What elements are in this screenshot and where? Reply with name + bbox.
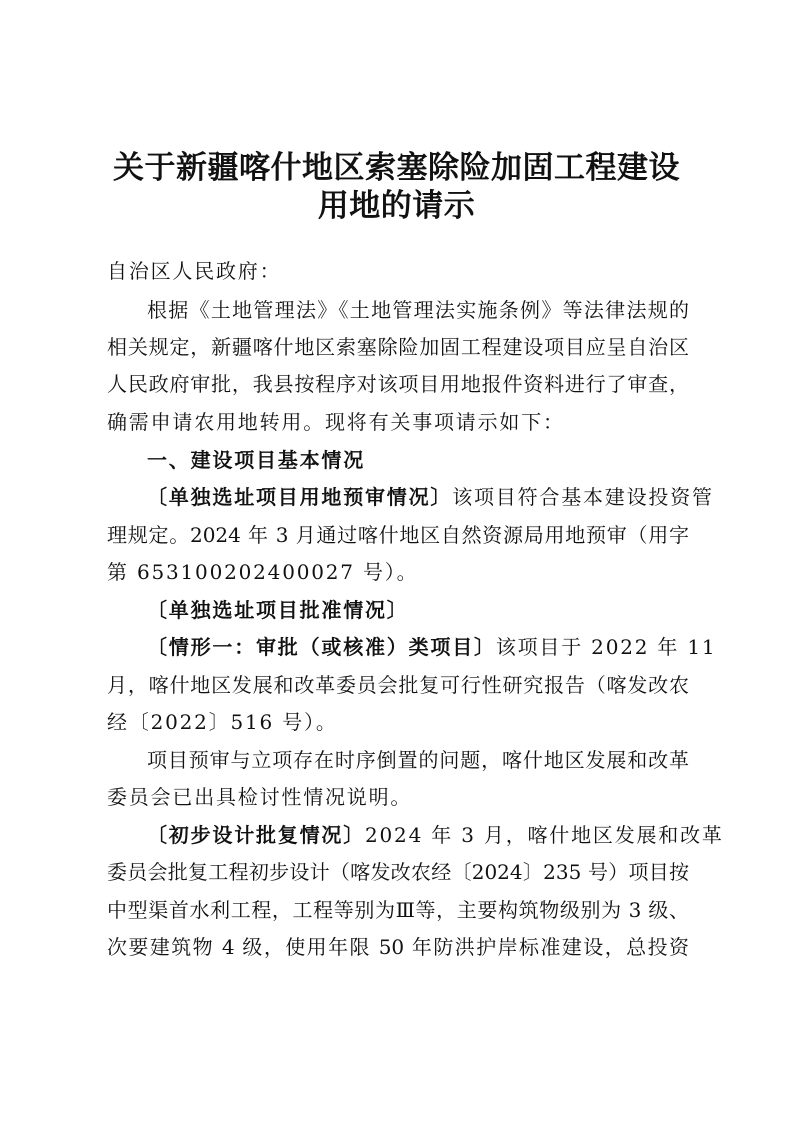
preaudit-line-1 [147, 484, 714, 510]
case1-line-2: 月，喀什地区发展和改革委员会批复可行性研究报告（喀发改农 [107, 673, 689, 697]
document-title-line-2: 用地的请示 [317, 188, 476, 224]
design-text: 2024 年 3 月，喀什地区发展和改革 [365, 823, 724, 847]
salutation: 自治区人民政府： [107, 259, 282, 283]
case1-line-1 [147, 634, 717, 660]
paragraph-1-line-2: 相关规定，新疆喀什地区索塞除险加固工程建设项目应呈自治区 [107, 335, 689, 359]
paragraph-1-line-3: 人民政府审批，我县按程序对该项目用地报件资料进行了审查， [107, 372, 689, 396]
preaudit-text: 该项目符合基本建设投资管 [452, 485, 714, 509]
case1-line-3: 经〔2022〕516 号）。 [107, 710, 338, 734]
design-heading: 〔初步设计批复情况〕 [147, 823, 365, 847]
preaudit-heading: 〔单独选址项目用地预审情况〕 [147, 485, 453, 509]
design-line-2: 委员会批复工程初步设计（喀发改农经〔2024〕235 号）项目按 [107, 860, 689, 884]
design-line-1 [147, 822, 724, 848]
design-line-4: 次要建筑物 4 级，使用年限 50 年防洪护岸标准建设，总投资 [107, 935, 689, 959]
approval-heading: 〔单独选址项目批准情况〕 [147, 598, 409, 622]
design-line-3: 中型渠首水利工程，工程等别为Ⅲ等，主要构筑物级别为 3 级、 [107, 898, 689, 922]
section-heading-1: 一、建设项目基本情况 [147, 448, 365, 472]
case1-heading: 〔情形一：审批（或核准）类项目〕 [147, 635, 496, 659]
note-line-2: 委员会已出具检讨性情况说明。 [107, 785, 413, 809]
preaudit-line-2: 理规定。2024 年 3 月通过喀什地区自然资源局用地预审（用字 [107, 523, 689, 547]
document-title-line-1: 关于新疆喀什地区索塞除险加固工程建设 [113, 150, 680, 186]
note-line-1: 项目预审与立项存在时序倒置的问题，喀什地区发展和改革 [147, 748, 689, 772]
paragraph-1-line-1: 根据《土地管理法》《土地管理法实施条例》等法律法规的 [147, 298, 689, 322]
paragraph-1-line-4: 确需申请农用地转用。现将有关事项请示如下： [107, 410, 565, 434]
preaudit-line-3: 第 653100202400027 号）。 [107, 560, 419, 584]
case1-text: 该项目于 2022 年 11 [495, 635, 717, 659]
